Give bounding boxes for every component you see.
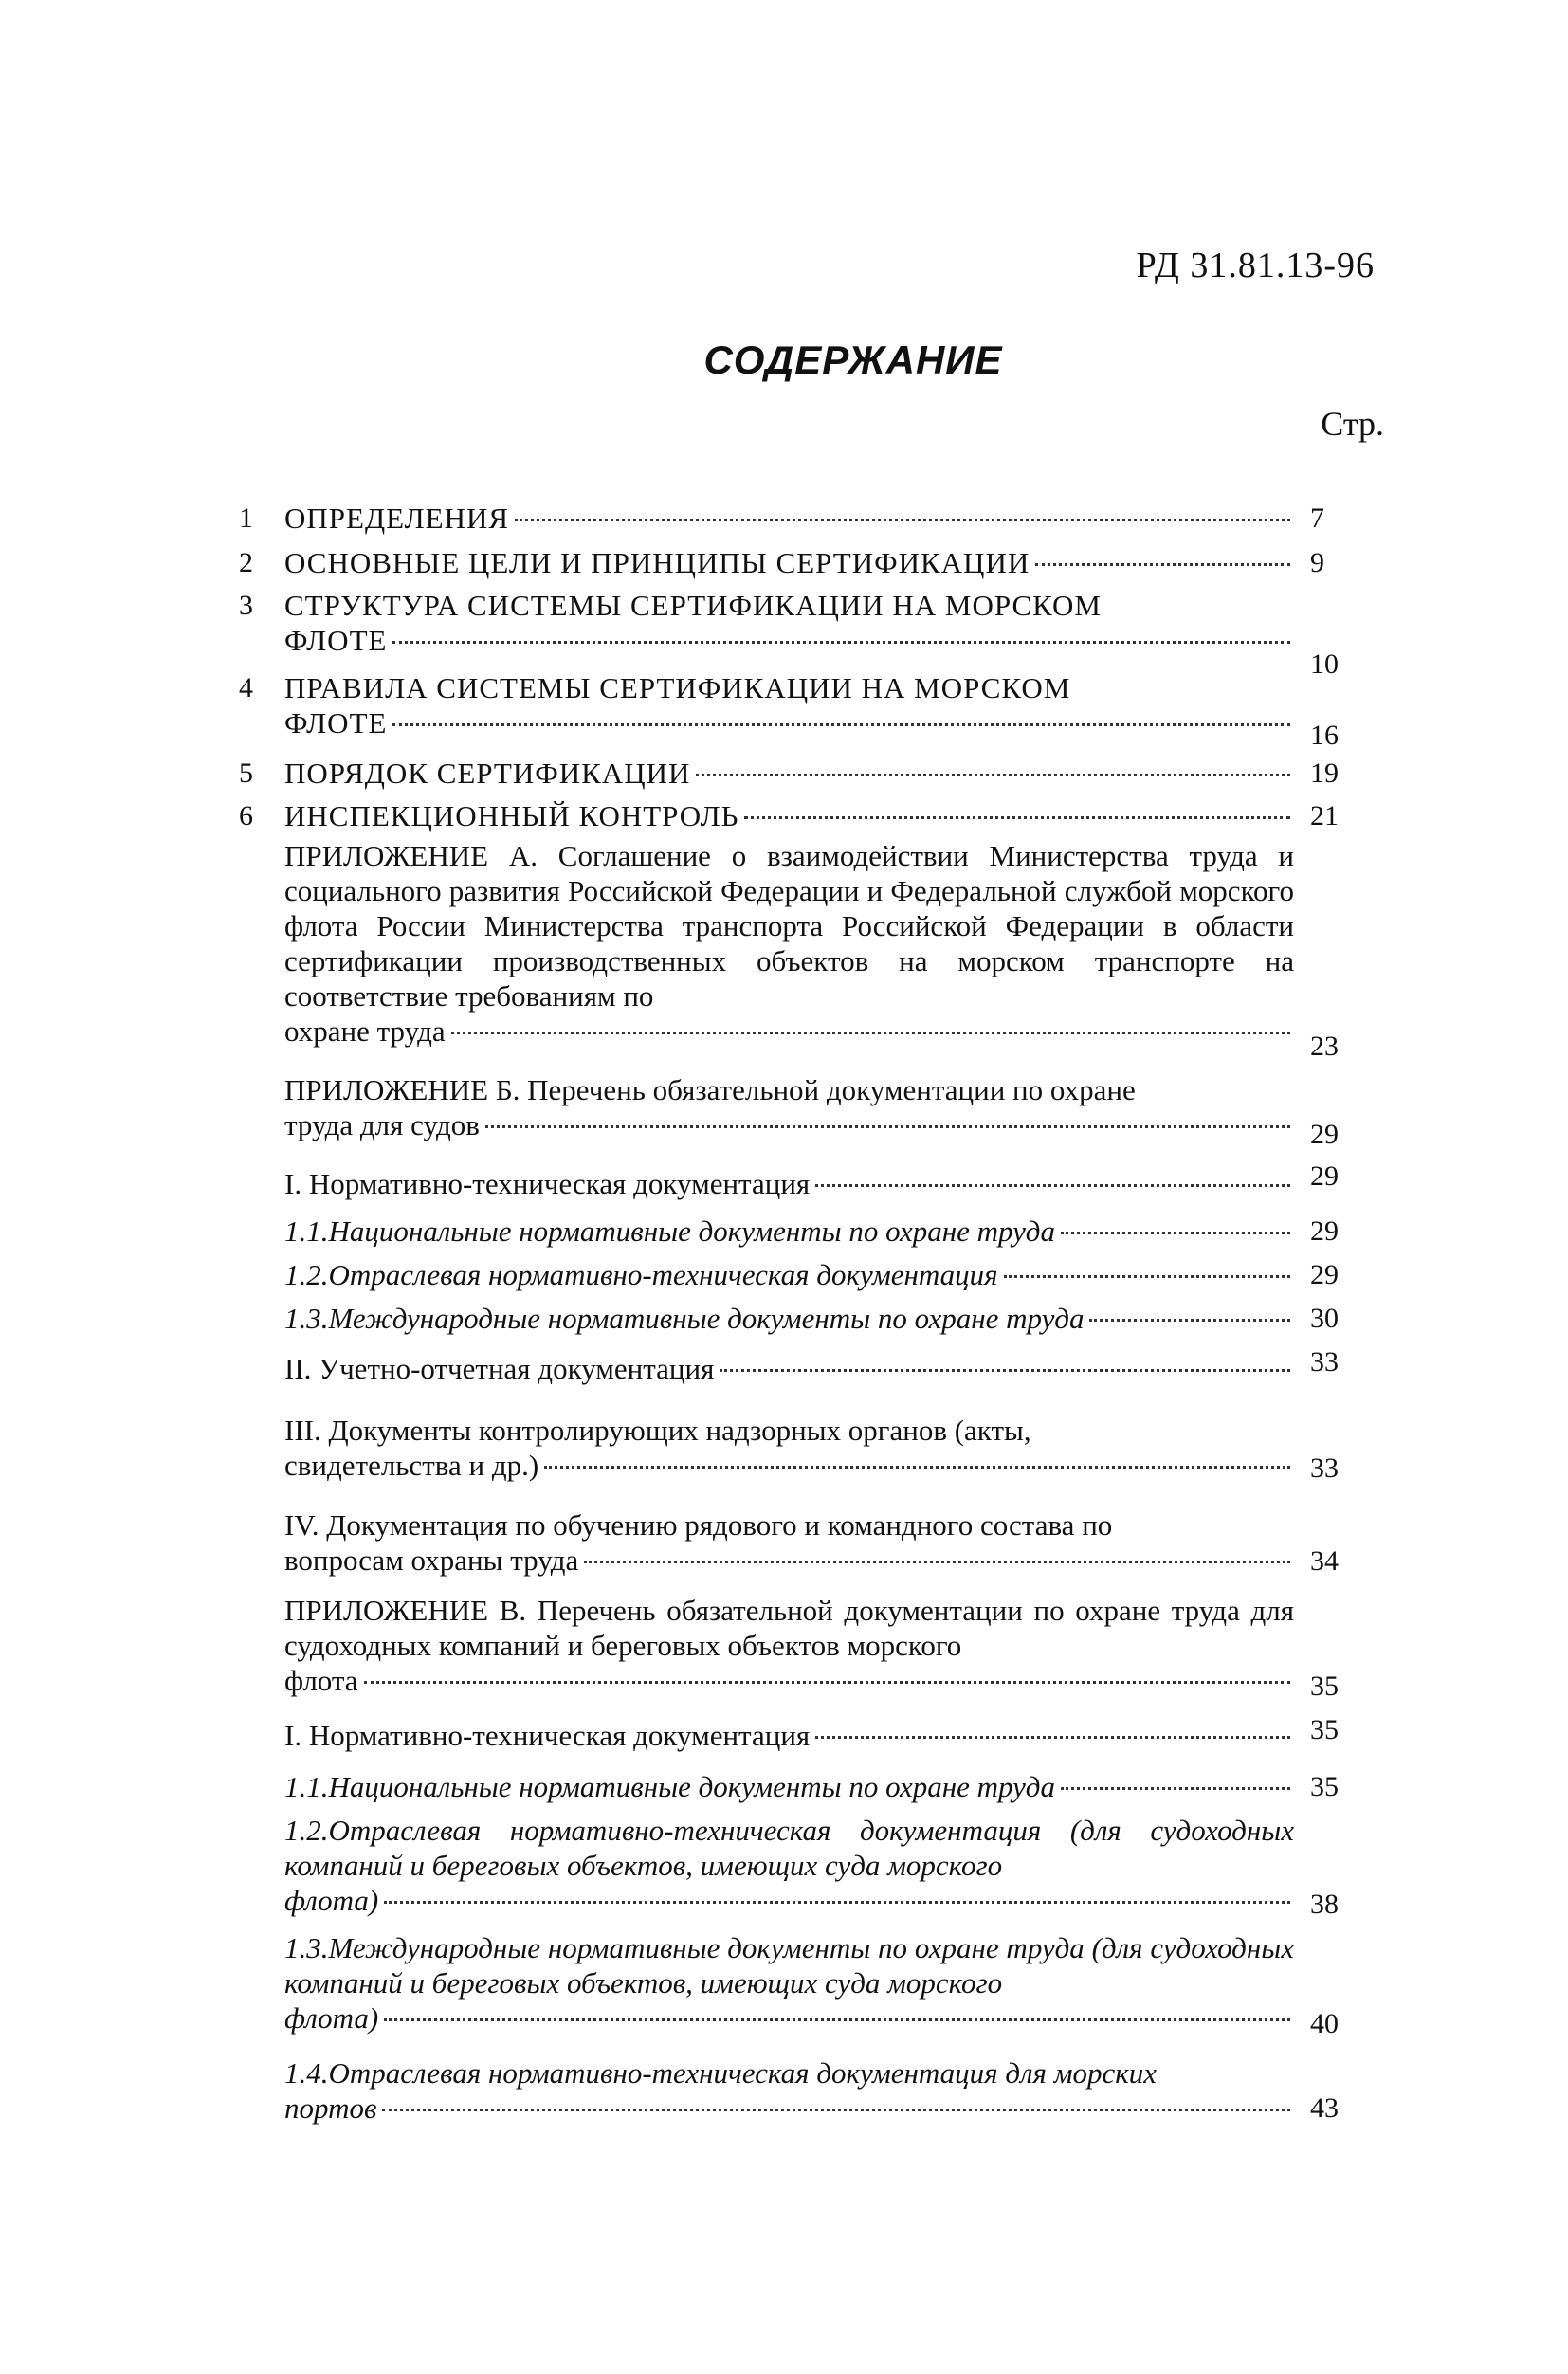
toc-page-number: 43 — [1310, 2092, 1339, 2124]
dot-leader — [384, 1901, 1290, 1904]
dot-leader — [696, 774, 1290, 776]
toc-page-number: 16 — [1310, 720, 1339, 751]
toc-entry-title: ОПРЕДЕЛЕНИЯ — [284, 502, 510, 535]
toc-entry[interactable] — [284, 1257, 1294, 1292]
toc-entry-title: СТРУКТУРА СИСТЕМЫ СЕРТИФИКАЦИИ НА МОРСКОМ — [284, 589, 1103, 622]
dot-leader — [584, 1561, 1290, 1563]
toc-page-number: 29 — [1310, 1160, 1339, 1192]
toc-page-number: 29 — [1310, 1259, 1339, 1290]
toc-page-number: 29 — [1310, 1215, 1339, 1247]
toc-entry-title-continued: свидетельства и др.) — [284, 1449, 539, 1482]
toc-entry[interactable] — [284, 1214, 1294, 1249]
toc-entry-title: 1.1.Национальные нормативные документы по охране труда — [284, 1214, 1055, 1248]
toc-entry-title: I. Нормативно-техническая документация — [284, 1167, 811, 1200]
toc-page-number: 35 — [1310, 1771, 1339, 1802]
toc-entry-title-continued: флота — [284, 1664, 358, 1697]
toc-entry-title: ОСНОВНЫЕ ЦЕЛИ И ПРИНЦИПЫ СЕРТИФИКАЦИИ — [284, 546, 1030, 579]
toc-entry[interactable] — [284, 2055, 1294, 2126]
toc-entry-title: 1.1.Национальные нормативные документы по охране труда — [284, 1770, 1055, 1803]
toc-entry-title: ПРИЛОЖЕНИЕ В. Перечень обязательной документации по охране труда для судоходных компаний и береговых объектов морского — [284, 1594, 1294, 1662]
dot-leader — [720, 1369, 1290, 1372]
toc-entry[interactable] — [284, 756, 1294, 791]
dot-leader — [451, 1032, 1290, 1034]
toc-entry-title: 1.4.Отраслевая нормативно-техническая документация для морских — [284, 2056, 1157, 2090]
toc-entry-title-continued: охране труда — [284, 1014, 446, 1048]
toc-page-number: 7 — [1310, 502, 1324, 534]
dot-leader — [485, 1125, 1290, 1128]
toc-entry[interactable] — [284, 1166, 1294, 1201]
toc-entry[interactable] — [284, 1413, 1294, 1483]
toc-entry-title: 1.2.Отраслевая нормативно-техническая документация (для судоходных компаний и береговых объектов, имеющих суда морского — [284, 1814, 1294, 1882]
dot-leader — [815, 1184, 1290, 1187]
toc-entry-title: ИНСПЕКЦИОННЫЙ КОНТРОЛЬ — [284, 799, 739, 832]
toc-page-number: 33 — [1310, 1346, 1339, 1378]
toc-entry[interactable] — [284, 798, 1294, 833]
dot-leader — [382, 2109, 1290, 2111]
toc-page-number: 10 — [1310, 648, 1339, 680]
dot-leader — [744, 816, 1290, 819]
toc-page-number: 35 — [1310, 1671, 1339, 1702]
page-column-label: Стр. — [1321, 405, 1384, 443]
dot-leader — [1089, 1319, 1290, 1322]
toc-entry-title: II. Учетно-отчетная документация — [284, 1352, 715, 1385]
dot-leader — [1004, 1275, 1290, 1278]
toc-entry-number: 3 — [239, 590, 253, 621]
toc-entry[interactable] — [284, 1769, 1294, 1804]
toc-page-number: 40 — [1310, 2008, 1339, 2039]
toc-entry[interactable] — [284, 588, 1294, 658]
toc-page-number: 21 — [1310, 800, 1339, 831]
toc-entry-number: 2 — [239, 547, 253, 578]
toc-entry[interactable] — [284, 1718, 1294, 1753]
toc-entry[interactable] — [284, 670, 1294, 740]
toc-entry-number: 6 — [239, 800, 253, 831]
toc-entry[interactable] — [284, 1813, 1294, 1918]
toc-page-number: 29 — [1310, 1119, 1339, 1150]
dot-leader — [815, 1736, 1290, 1739]
toc-page-number: 33 — [1310, 1452, 1339, 1484]
dot-leader — [392, 723, 1290, 726]
page-title: СОДЕРЖАНИЕ — [703, 338, 1003, 382]
toc-page-number: 38 — [1310, 1889, 1339, 1920]
toc-entry-appendix-a[interactable] — [284, 838, 1294, 1049]
toc-entry-title-continued: флота) — [284, 1884, 379, 1917]
toc-page-number: 34 — [1310, 1545, 1339, 1577]
dot-leader — [544, 1466, 1290, 1469]
toc-entry-title: ПРИЛОЖЕНИЕ А. Соглашение о взаимодействии Министерства труда и социального развития Российской Федерации и Федеральной службой морского флота России Министерства транспорта Российской Федерации в области сертификации производственных объектов на морском транспорте на соответствие требованиям по — [284, 839, 1294, 1013]
dot-leader — [1035, 563, 1290, 566]
dot-leader — [1061, 1787, 1290, 1790]
toc-entry-title: 1.3.Международные нормативные документы по охране труда — [284, 1302, 1085, 1335]
toc-entry-title-continued: ФЛОТЕ — [284, 706, 388, 740]
toc-entry-title-continued: труда для судов — [284, 1108, 480, 1141]
toc-entry-title: ПОРЯДОК СЕРТИФИКАЦИИ — [284, 757, 691, 790]
toc-entry-title: ПРИЛОЖЕНИЕ Б. Перечень обязательной документации по охране — [284, 1073, 1136, 1106]
toc-entry-title-continued: портов — [284, 2091, 377, 2125]
document-code: РД 31.81.13-96 — [1136, 246, 1375, 285]
toc-page-number: 19 — [1310, 758, 1339, 789]
toc-entry[interactable] — [284, 501, 1294, 536]
toc-entry-appendix-v[interactable] — [284, 1593, 1294, 1698]
toc-entry-appendix-b[interactable] — [284, 1072, 1294, 1142]
toc-entry-title: 1.3.Международные нормативные документы по охране труда (для судоходных компаний и береговых объектов, имеющих суда морского — [284, 1931, 1294, 2000]
toc-entry[interactable] — [284, 1930, 1294, 2036]
dot-leader — [384, 2018, 1290, 2021]
toc-entry-title: ПРАВИЛА СИСТЕМЫ СЕРТИФИКАЦИИ НА МОРСКОМ — [284, 671, 1071, 704]
toc-entry-title: III. Документы контролирующих надзорных органов (акты, — [284, 1414, 1031, 1447]
dot-leader — [364, 1681, 1290, 1684]
toc-entry-title: 1.2.Отраслевая нормативно-техническая документация — [284, 1258, 998, 1291]
toc-entry-title: I. Нормативно-техническая документация — [284, 1719, 811, 1752]
toc-entry-title-continued: флота) — [284, 2001, 379, 2035]
toc-entry[interactable] — [284, 1507, 1294, 1578]
toc-entry-title: IV. Документация по обучению рядового и командного состава по — [284, 1508, 1113, 1542]
toc-entry-title-continued: ФЛОТЕ — [284, 624, 388, 657]
toc-page-number: 30 — [1310, 1303, 1339, 1334]
toc-entry[interactable] — [284, 1351, 1294, 1386]
toc-page-number: 23 — [1310, 1031, 1339, 1062]
toc-page-number: 9 — [1310, 547, 1324, 578]
toc-entry-number: 4 — [239, 672, 253, 703]
toc-page-number: 35 — [1310, 1714, 1339, 1745]
toc-entry-title-continued: вопросам охраны труда — [284, 1543, 579, 1577]
dot-leader — [1061, 1232, 1290, 1234]
toc-entry[interactable] — [284, 545, 1294, 580]
toc-entry[interactable] — [284, 1301, 1294, 1336]
dot-leader — [515, 519, 1290, 521]
toc-entry-number: 1 — [239, 502, 253, 534]
dot-leader — [392, 641, 1290, 644]
toc-entry-number: 5 — [239, 758, 253, 789]
